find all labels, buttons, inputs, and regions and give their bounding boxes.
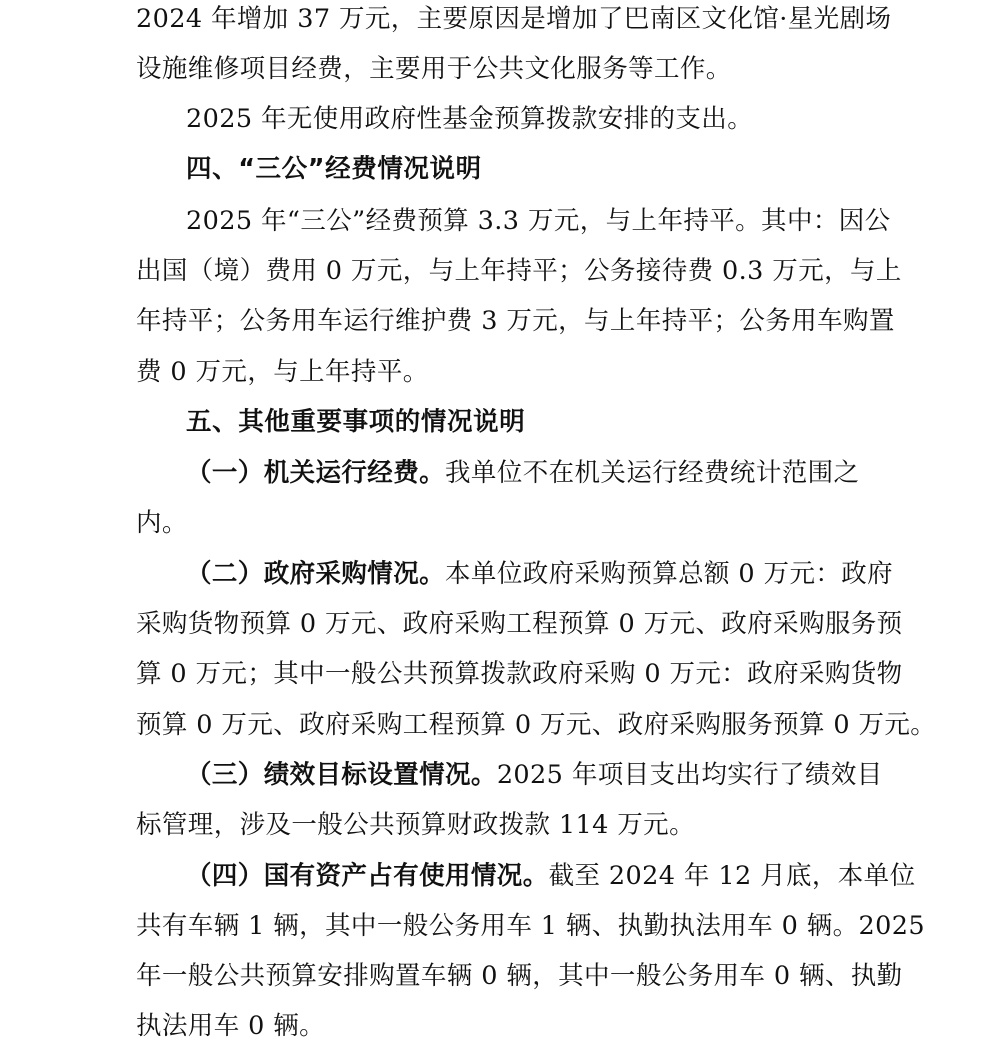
paragraph-line: 2025 年无使用政府性基金预算拨款安排的支出。 <box>186 104 754 134</box>
paragraph-line: 设施维修项目经费，主要用于公共文化服务等工作。 <box>136 54 732 84</box>
paragraph-text: 截至 2024 年 12 月底，本单位 <box>548 861 916 891</box>
paragraph-line <box>186 851 915 901</box>
paragraph-text: 我单位不在机关运行经费统计范围之 <box>445 458 860 488</box>
paragraph-line: 标管理，涉及一般公共预算财政拨款 114 万元。 <box>136 810 695 840</box>
paragraph-text: 本单位政府采购预算总额 0 万元：政府 <box>445 559 894 589</box>
paragraph-line: 费 0 万元，与上年持平。 <box>136 357 429 387</box>
subsection-label: （二）政府采购情况。 <box>186 559 446 589</box>
paragraph-line: 算 0 万元；其中一般公共预算拨款政府采购 0 万元：政府采购货物 <box>136 659 903 689</box>
paragraph-line <box>186 549 893 599</box>
paragraph-line: 采购货物预算 0 万元、政府采购工程预算 0 万元、政府采购服务预 <box>136 609 903 639</box>
paragraph-line: 2024 年增加 37 万元，主要原因是增加了巴南区文化馆·星光剧场 <box>136 4 892 34</box>
paragraph-line: 年一般公共预算安排购置车辆 0 辆，其中一般公务用车 0 辆、执勤 <box>136 961 903 991</box>
paragraph-line: 执法用车 0 辆。 <box>136 1011 326 1041</box>
paragraph-line <box>186 750 883 800</box>
paragraph-line: 内。 <box>136 508 188 538</box>
paragraph-line: 年持平；公务用车运行维护费 3 万元，与上年持平；公务用车购置 <box>136 306 895 336</box>
paragraph-text: 2025 年项目支出均实行了绩效目 <box>496 760 883 790</box>
paragraph-line: 预算 0 万元、政府采购工程预算 0 万元、政府采购服务预算 0 万元。 <box>136 710 937 740</box>
paragraph-line: 出国（境）费用 0 万元，与上年持平；公务接待费 0.3 万元，与上 <box>136 256 902 286</box>
subsection-label: （四）国有资产占有使用情况。 <box>186 861 549 891</box>
paragraph-line: 2025 年“三公”经费预算 3.3 万元，与上年持平。其中：因公 <box>186 206 891 236</box>
section-heading: 五、其他重要事项的情况说明 <box>186 407 526 437</box>
paragraph-line: 共有车辆 1 辆，其中一般公务用车 1 辆、执勤执法用车 0 辆。2025 <box>136 911 926 941</box>
paragraph-line <box>186 448 859 498</box>
subsection-label: （三）绩效目标设置情况。 <box>186 760 497 790</box>
section-heading: 四、“三公”经费情况说明 <box>186 154 482 184</box>
subsection-label: （一）机关运行经费。 <box>186 458 446 488</box>
